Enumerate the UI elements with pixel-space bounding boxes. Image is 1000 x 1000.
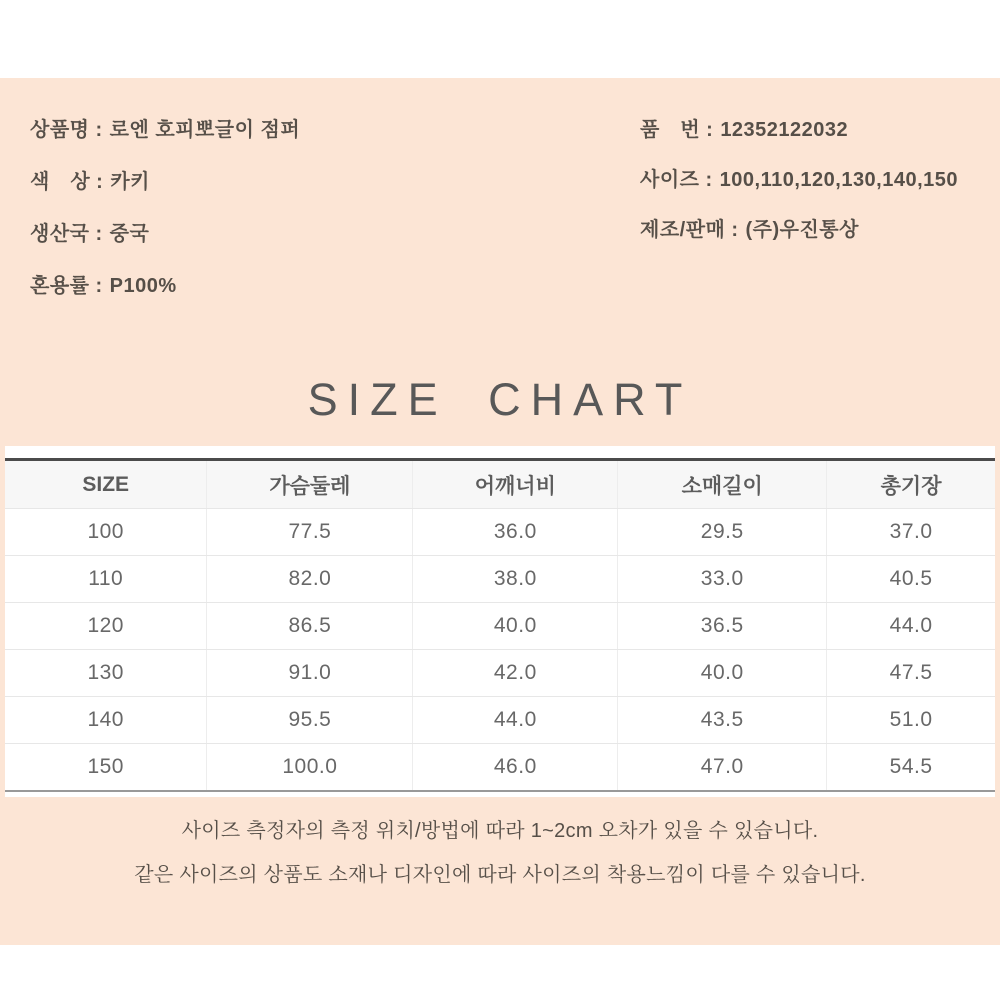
origin-country-row [30,208,300,260]
table-cell: 42.0 [413,650,618,697]
table-cell: 44.0 [413,697,618,744]
colon: : [705,169,713,191]
table-cell: 36.0 [413,509,618,556]
product-name-label: 상품명 [30,119,90,141]
product-detail-panel [0,78,1000,945]
manufacturer-value: (주)우진통상 [745,219,859,241]
sizes-value: 100,110,120,130,140,150 [719,169,959,191]
table-cell: 100.0 [207,744,413,791]
product-info-left [30,104,300,312]
origin-country-value: 중국 [109,223,150,245]
item-number-label: 품 번 [640,119,701,141]
size-chart-table [5,458,995,792]
column-header-shoulder: 어깨너비 [413,460,618,509]
colon: : [706,119,714,141]
product-info-right [640,105,958,255]
table-row [5,603,995,650]
table-cell: 100 [5,509,207,556]
table-cell: 38.0 [413,556,618,603]
table-row [5,744,995,791]
table-cell: 43.5 [618,697,827,744]
table-cell: 110 [5,556,207,603]
table-cell: 29.5 [618,509,827,556]
size-chart-title: SIZE CHART [307,374,693,425]
table-cell: 46.0 [413,744,618,791]
color-row [30,156,300,208]
column-header-size: SIZE [5,460,207,509]
manufacturer-label: 제조/판매 [640,219,726,241]
item-number-value: 12352122032 [720,119,849,141]
measurement-tolerance-note: 사이즈 측정자의 측정 위치/방법에 따라 1~2cm 오차가 있을 수 있습니다. [181,820,819,842]
table-cell: 91.0 [207,650,413,697]
table-header-row [5,460,995,509]
table-cell: 95.5 [207,697,413,744]
sizes-row [640,155,958,205]
table-cell: 40.0 [413,603,618,650]
table-cell: 44.0 [827,603,995,650]
color-value: 카키 [110,171,150,193]
origin-country-label: 생산국 [30,223,90,245]
item-number-row [640,105,958,155]
table-cell: 37.0 [827,509,995,556]
table-cell: 40.0 [618,650,827,697]
column-header-length: 총기장 [827,460,995,509]
colon: : [96,171,104,193]
table-cell: 140 [5,697,207,744]
table-row [5,509,995,556]
table-row [5,650,995,697]
color-label: 색 상 [30,171,91,193]
colon: : [731,219,739,241]
colon: : [95,119,103,141]
table-cell: 120 [5,603,207,650]
column-header-chest: 가슴둘레 [207,460,413,509]
product-name-value: 로엔 호피뽀글이 점퍼 [109,119,301,141]
sizes-label: 사이즈 [640,169,700,191]
table-cell: 130 [5,650,207,697]
colon: : [95,223,103,245]
table-cell: 54.5 [827,744,995,791]
table-cell: 150 [5,744,207,791]
table-row [5,697,995,744]
table-cell: 86.5 [207,603,413,650]
fit-difference-note: 같은 사이즈의 상품도 소재나 디자인에 따라 사이즈의 착용느낌이 다를 수 있습니다. [134,864,866,886]
colon: : [95,275,103,297]
table-cell: 77.5 [207,509,413,556]
column-header-sleeve: 소매길이 [618,460,827,509]
table-row [5,556,995,603]
fabric-mix-value: P100% [109,275,177,297]
manufacturer-row [640,205,958,255]
table-cell: 82.0 [207,556,413,603]
table-cell: 40.5 [827,556,995,603]
fabric-mix-label: 혼용률 [30,275,90,297]
table-cell: 47.0 [618,744,827,791]
fabric-mix-row [30,260,300,312]
product-name-row [30,104,300,156]
size-chart-table-container [5,446,995,797]
table-cell: 51.0 [827,697,995,744]
table-cell: 36.5 [618,603,827,650]
table-cell: 33.0 [618,556,827,603]
table-cell: 47.5 [827,650,995,697]
